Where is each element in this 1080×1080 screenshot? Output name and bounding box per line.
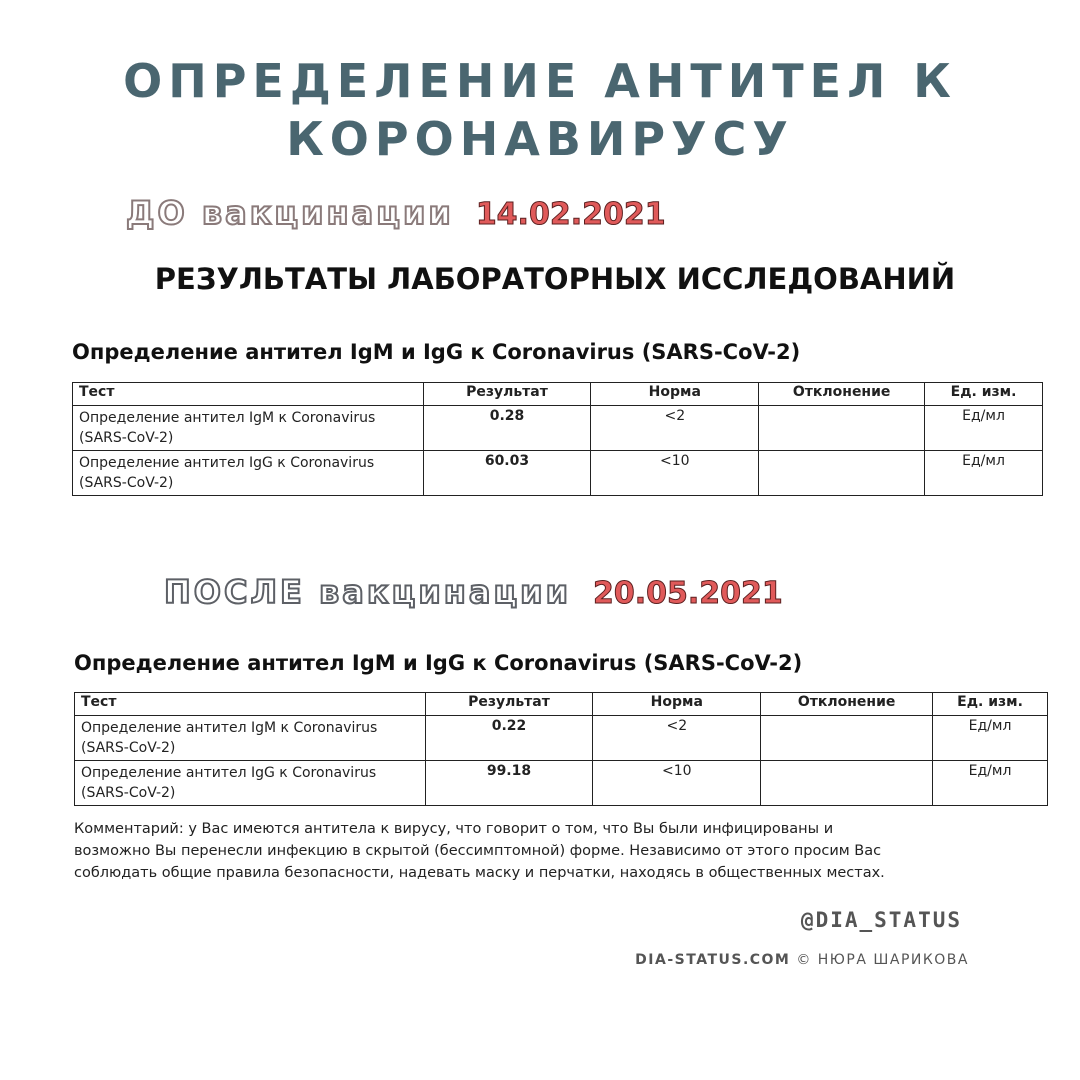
table-row — [73, 451, 1043, 496]
deviation-value — [761, 761, 933, 806]
test-name — [73, 406, 424, 451]
test-name — [75, 716, 426, 761]
result-value: 0.28 — [423, 406, 591, 451]
header-result: Результат — [425, 693, 593, 716]
header-unit: Ед. изм. — [933, 693, 1048, 716]
unit-value: Ед/мл — [933, 716, 1048, 761]
comment-line-3: соблюдать общие правила безопасности, надевать маску и перчатки, находясь в общественных местах. — [74, 865, 885, 881]
norm-value: <2 — [593, 716, 761, 761]
header-norm: Норма — [593, 693, 761, 716]
table-row — [73, 406, 1043, 451]
deviation-value — [759, 451, 925, 496]
page-title — [0, 52, 1080, 168]
header-result: Результат — [423, 383, 591, 406]
page-title-line-1: ОПРЕДЕЛЕНИЕ АНТИТЕЛ К — [123, 54, 957, 108]
norm-value: <10 — [593, 761, 761, 806]
test-name-line-1: Определение антител IgG к Coronavirus — [79, 455, 375, 471]
table-before-title: Определение антител IgM и IgG к Coronavirus (SARS-CoV-2) — [72, 340, 801, 364]
unit-value: Ед/мл — [925, 451, 1043, 496]
table-header-row — [75, 693, 1048, 716]
table-row — [75, 716, 1048, 761]
table-after-title: Определение антител IgM и IgG к Coronavirus (SARS-CoV-2) — [74, 651, 803, 675]
deviation-value — [759, 406, 925, 451]
comment-line-2: возможно Вы перенесли инфекцию в скрытой (бессимптомной) форме. Независимо от этого просим Вас — [74, 843, 882, 859]
test-name-line-2: (SARS-CoV-2) — [81, 740, 176, 756]
results-table-after — [74, 692, 1048, 806]
header-test: Тест — [73, 383, 424, 406]
header-deviation: Отклонение — [759, 383, 925, 406]
test-name — [75, 761, 426, 806]
result-value: 60.03 — [423, 451, 591, 496]
footer-credit — [635, 952, 969, 968]
copyright: © НЮРА ШАРИКОВА — [796, 952, 969, 968]
header-deviation: Отклонение — [761, 693, 933, 716]
deviation-value — [761, 716, 933, 761]
header-test: Тест — [75, 693, 426, 716]
social-handle: @DIA_STATUS — [800, 908, 962, 932]
page-title-line-2: КОРОНАВИРУСУ — [286, 112, 794, 166]
header-unit: Ед. изм. — [925, 383, 1043, 406]
test-name-line-2: (SARS-CoV-2) — [79, 430, 174, 446]
before-date: 14.02.2021 — [475, 197, 666, 232]
test-name-line-1: Определение антител IgM к Coronavirus — [79, 410, 376, 426]
after-vaccination-heading — [164, 573, 783, 611]
test-name-line-1: Определение антител IgG к Coronavirus — [81, 765, 377, 781]
test-name-line-1: Определение антител IgM к Coronavirus — [81, 720, 378, 736]
lab-comment — [74, 818, 1034, 884]
before-label: ДО вакцинации — [126, 194, 454, 232]
test-name-line-2: (SARS-CoV-2) — [81, 785, 176, 801]
report-title: РЕЗУЛЬТАТЫ ЛАБОРАТОРНЫХ ИССЛЕДОВАНИЙ — [154, 262, 956, 296]
unit-value: Ед/мл — [933, 761, 1048, 806]
results-table-before — [72, 382, 1043, 496]
result-value: 99.18 — [425, 761, 593, 806]
table-header-row — [73, 383, 1043, 406]
after-date: 20.05.2021 — [593, 576, 783, 611]
result-value: 0.22 — [425, 716, 593, 761]
comment-line-1: Комментарий: у Вас имеются антитела к вирусу, что говорит о том, что Вы были инфицированы и — [74, 821, 834, 837]
test-name — [73, 451, 424, 496]
test-name-line-2: (SARS-CoV-2) — [79, 475, 174, 491]
unit-value: Ед/мл — [925, 406, 1043, 451]
table-row — [75, 761, 1048, 806]
header-norm: Норма — [591, 383, 759, 406]
after-label: ПОСЛЕ вакцинации — [164, 573, 572, 611]
site-name: DIA-STATUS.COM — [635, 952, 791, 968]
before-vaccination-heading — [126, 194, 666, 232]
norm-value: <2 — [591, 406, 759, 451]
norm-value: <10 — [591, 451, 759, 496]
